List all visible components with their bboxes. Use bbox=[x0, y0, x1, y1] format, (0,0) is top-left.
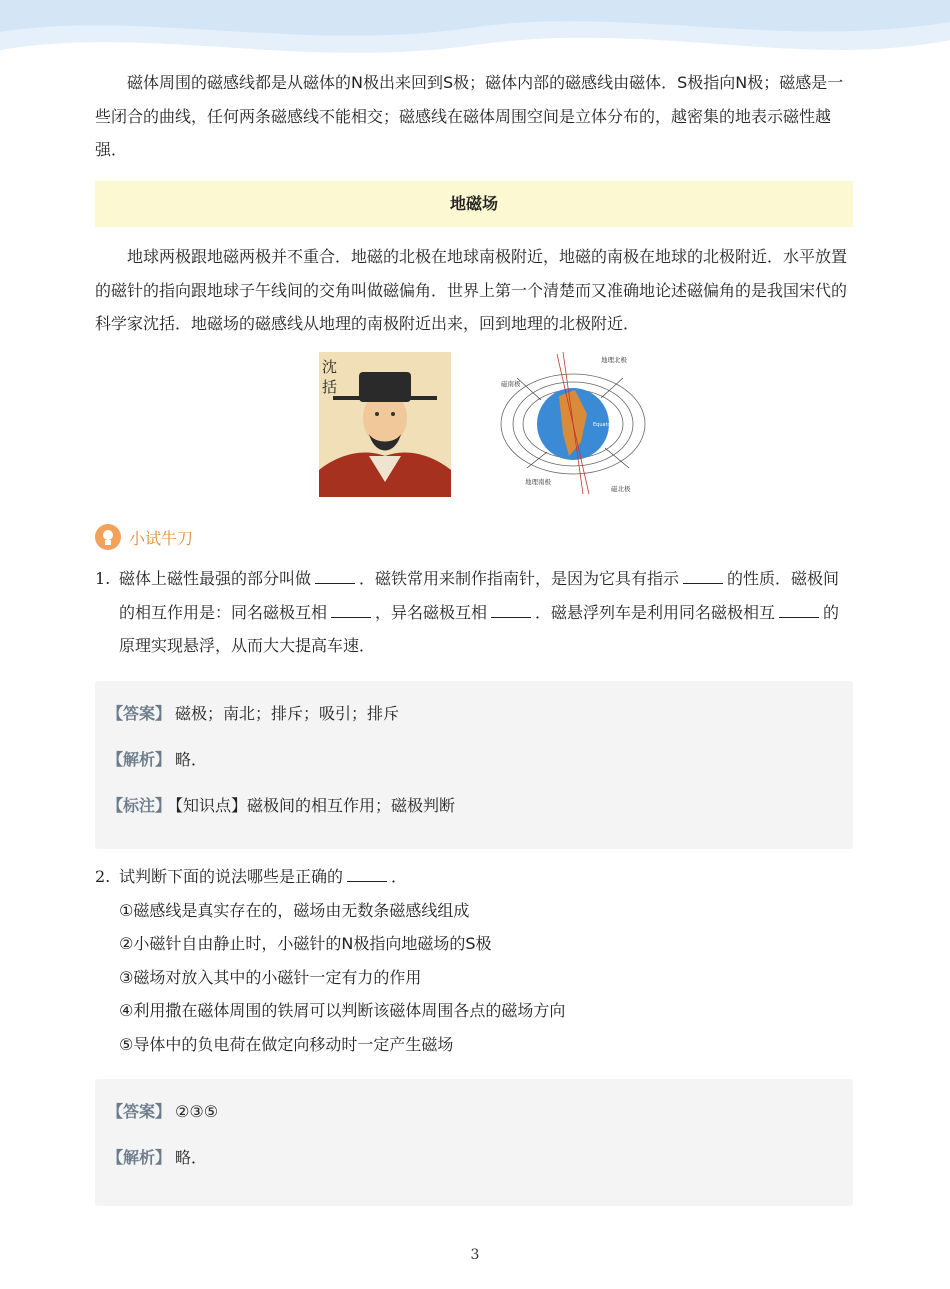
intro-paragraph: 磁体周围的磁感线都是从磁体的N极出来回到S极；磁体内部的磁感线由磁体．S极指向N极；磁感是一些闭合的曲线，任何两条磁感线不能相交；磁感线在磁体周围空间是立体分布的，越密集的地表示磁性越强． bbox=[95, 73, 844, 159]
answer-blank bbox=[315, 569, 355, 584]
q1-text-part: 的原理实现悬浮，从而大大提高车速． bbox=[119, 602, 840, 655]
answer-blank bbox=[491, 603, 531, 618]
label-mag-south: 磁南极 bbox=[501, 380, 521, 388]
option-item: ⑤导体中的负电荷在做定向移动时一定产生磁场 bbox=[119, 1034, 454, 1054]
earth-magnetic-field-diagram bbox=[497, 348, 649, 498]
q1-text-part: 磁体上磁性最强的部分叫做 bbox=[119, 569, 312, 588]
label-mag-north: 磁北极 bbox=[611, 485, 631, 493]
q2-stem-end: ． bbox=[391, 867, 408, 886]
option-item: ②小磁针自由静止时，小磁针的N极指向地磁场的S极 bbox=[119, 934, 492, 953]
q2-stem: 试判断下面的说法哪些是正确的 bbox=[119, 867, 344, 886]
question-1-text bbox=[119, 562, 853, 663]
label-geo-south: 地理南极 bbox=[525, 478, 551, 486]
q1-text-part: ．磁铁常用来制作指南针，是因为它具有指示 bbox=[359, 569, 680, 588]
portrait-caption-char-2: 括 bbox=[322, 378, 338, 396]
analysis-row bbox=[107, 749, 207, 771]
answer-row bbox=[107, 703, 399, 725]
analysis-tag: 【解析】 bbox=[107, 750, 172, 769]
note-text: 【知识点】磁极间的相互作用；磁极判断 bbox=[175, 796, 456, 815]
analysis-text: 略． bbox=[175, 1148, 208, 1167]
answer-text: 磁极；南北；排斥；吸引；排斥 bbox=[175, 704, 400, 723]
note-row bbox=[107, 795, 455, 817]
answer-box-1 bbox=[95, 681, 853, 849]
option-item: ④利用撒在磁体周围的铁屑可以判断该磁体周围各点的磁场方向 bbox=[119, 1001, 566, 1020]
answer-blank bbox=[683, 569, 723, 584]
question-number: 1. bbox=[95, 569, 111, 588]
answer-box-2 bbox=[95, 1079, 853, 1206]
question-number: 2. bbox=[95, 867, 111, 886]
q1-text-part: ．磁悬浮列车是利用同名磁极相互 bbox=[535, 602, 776, 622]
answer-blank bbox=[779, 603, 819, 618]
header-wave-decoration bbox=[0, 0, 950, 70]
label-geo-north: 地理北极 bbox=[601, 356, 627, 364]
q1-text-part: 的性质．磁极间的相互作用是：同名磁极互相 bbox=[119, 569, 840, 622]
q1-text-part: ，异名磁极互相 bbox=[375, 602, 488, 622]
answer-row bbox=[107, 1101, 218, 1123]
geomagnetic-paragraph: 地球两极跟地磁两极并不重合．地磁的北极在地球南极附近，地磁的南极在地球的北极附近．水平放置的磁针的指向跟地球子午线间的交角叫做磁偏角．世界上第一个清楚而又准确地论述磁偏角的是我国宋代的科学家沈括．地磁场的磁感线从地理的南极附近出来，回到地理的北极附近． bbox=[95, 247, 848, 333]
analysis-tag: 【解析】 bbox=[107, 1148, 172, 1167]
option-item: ③磁场对放入其中的小磁针一定有力的作用 bbox=[119, 967, 422, 987]
question-2-text bbox=[119, 860, 853, 1061]
page-number: 3 bbox=[470, 1247, 480, 1263]
practice-section-title: 小试牛刀 bbox=[129, 528, 194, 548]
note-tag: 【标注】 bbox=[107, 796, 172, 815]
shen-kuo-portrait bbox=[319, 352, 451, 497]
question-2 bbox=[95, 860, 853, 1061]
answer-tag: 【答案】 bbox=[107, 1102, 172, 1121]
option-item: ①磁感线是真实存在的，磁场由无数条磁感线组成 bbox=[119, 900, 470, 920]
question-1 bbox=[95, 562, 853, 663]
analysis-row bbox=[107, 1147, 207, 1169]
label-equator: Equator bbox=[593, 422, 613, 428]
section-banner-geomagnetic: 地磁场 bbox=[95, 181, 853, 227]
lightbulb-icon bbox=[95, 524, 121, 550]
answer-text: ②③⑤ bbox=[175, 1102, 219, 1121]
practice-section-header bbox=[95, 522, 193, 552]
answer-blank bbox=[331, 603, 371, 618]
portrait-caption-char-1: 沈 bbox=[322, 358, 338, 376]
analysis-text: 略． bbox=[175, 750, 208, 769]
answer-blank bbox=[347, 867, 387, 882]
answer-tag: 【答案】 bbox=[107, 704, 172, 723]
